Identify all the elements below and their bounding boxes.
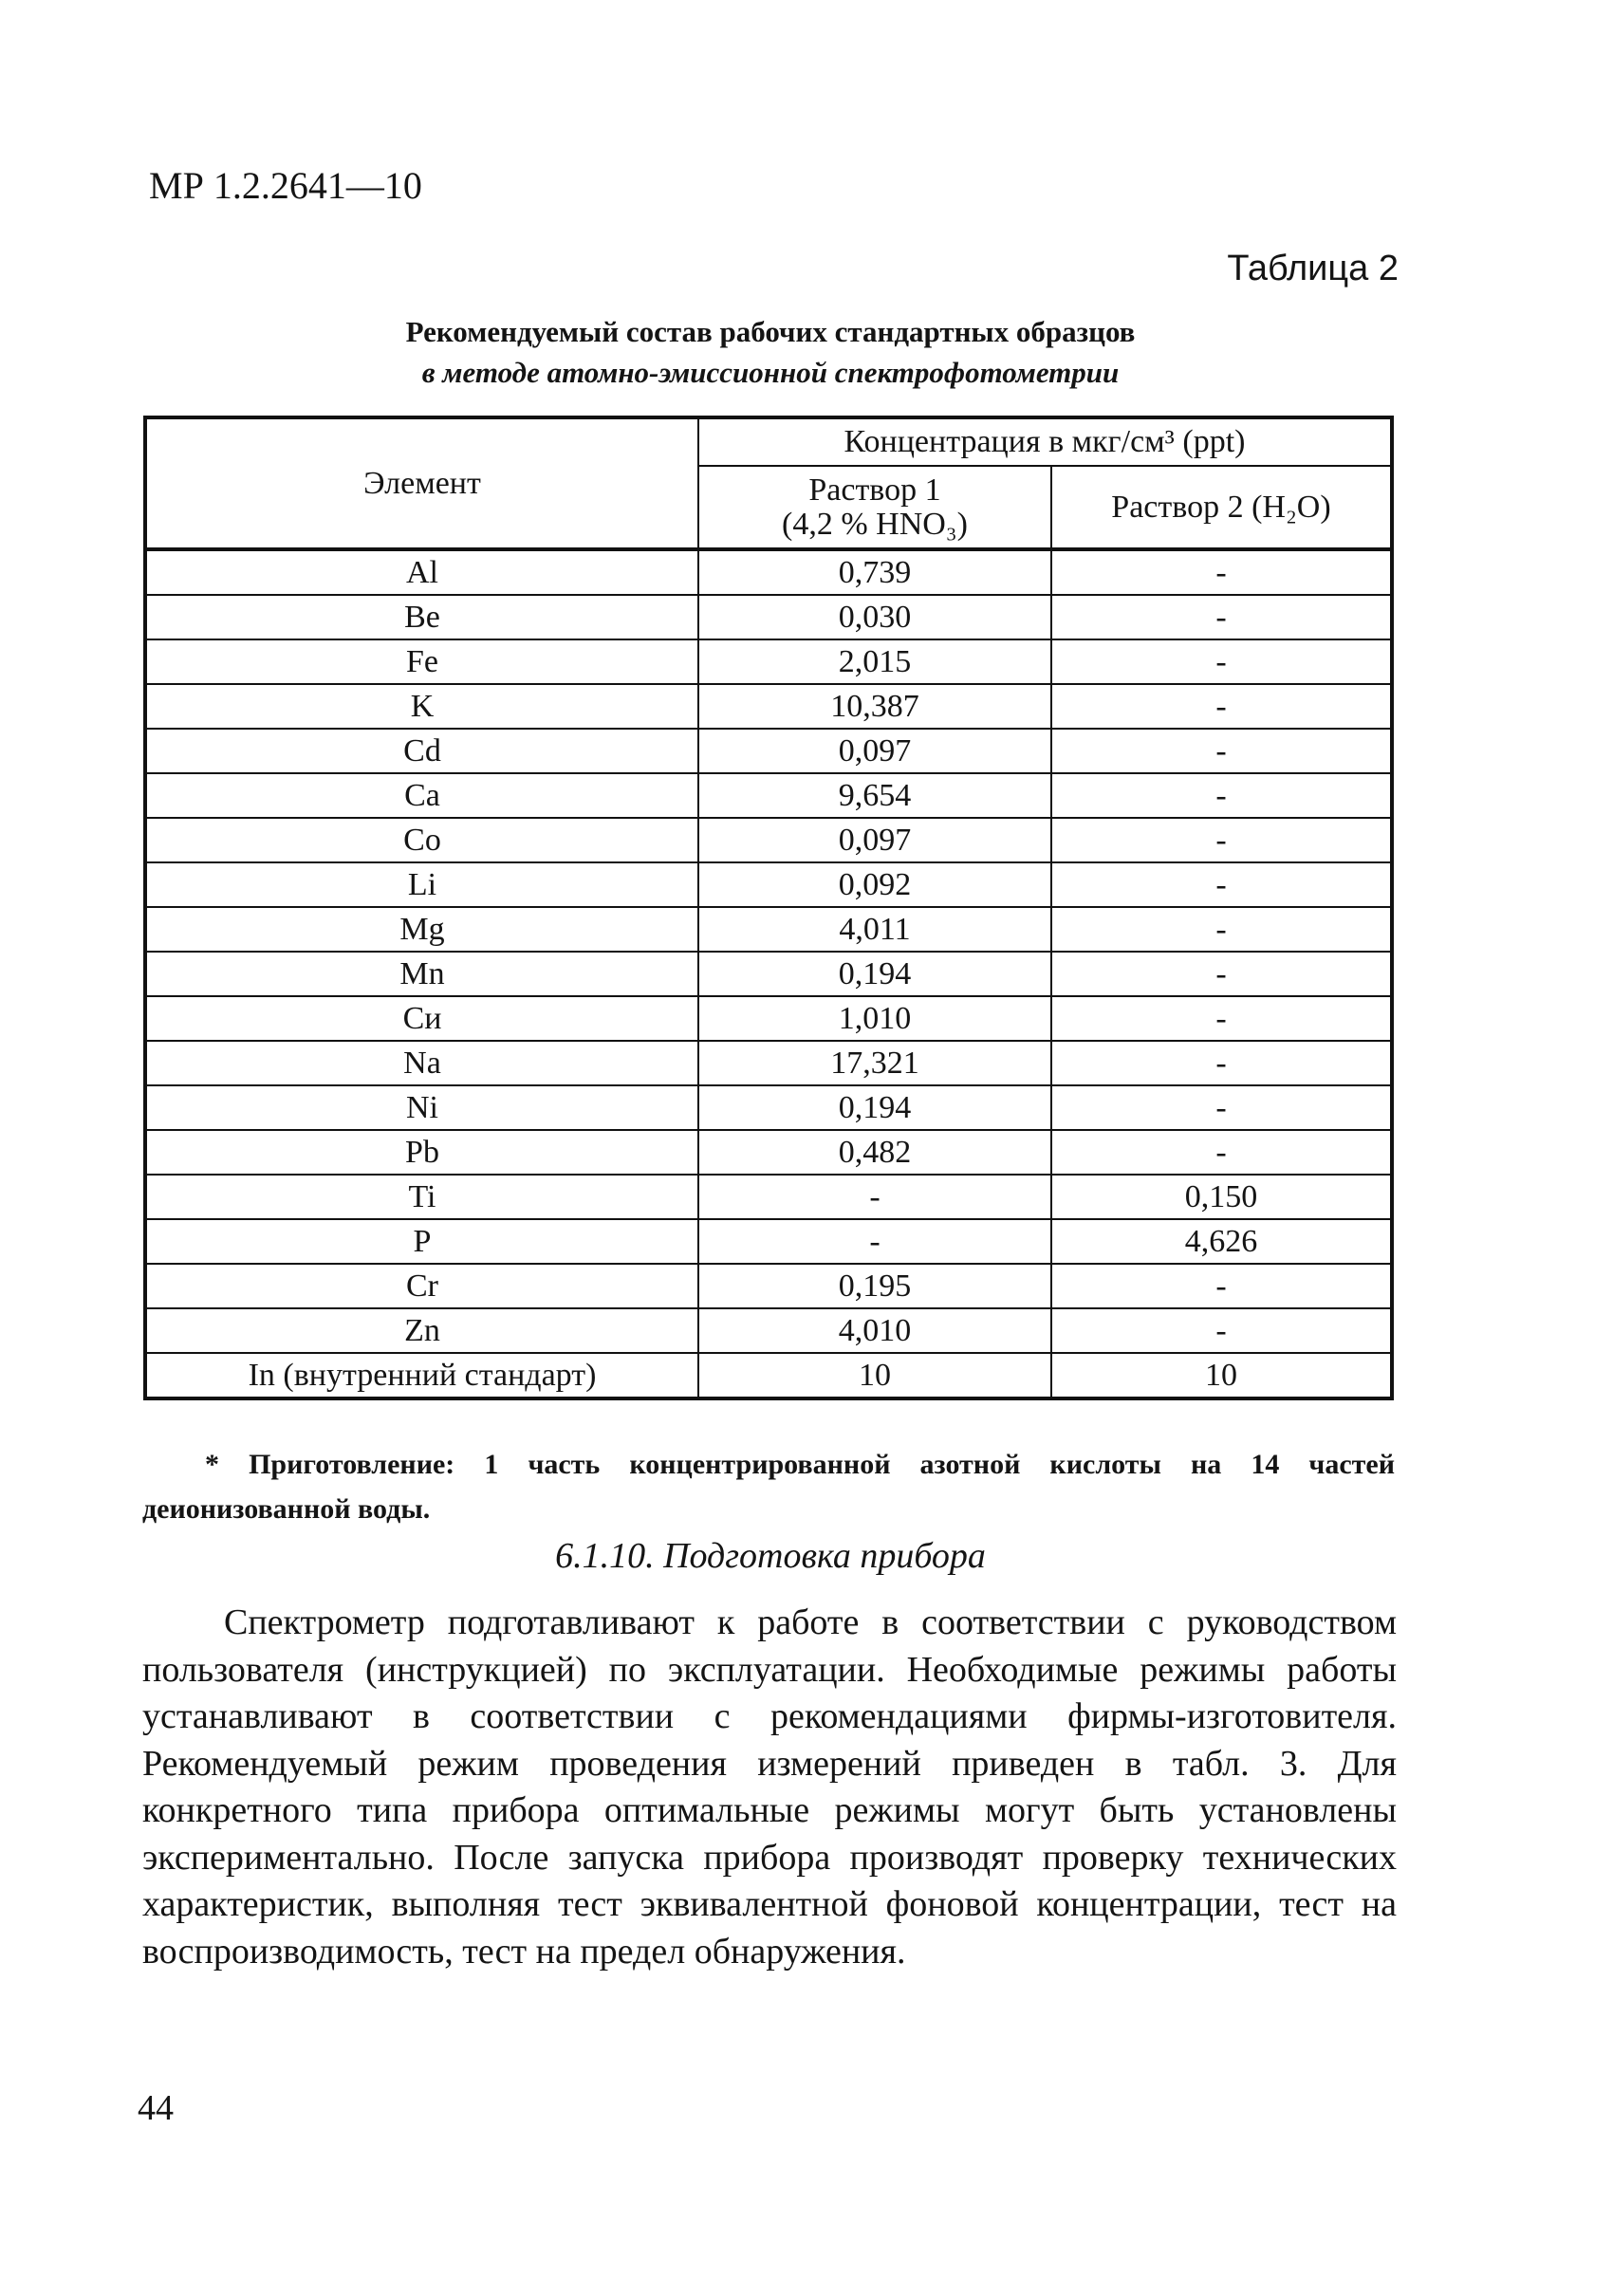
table-row: [145, 1085, 1392, 1130]
cell-solution-2: -: [1051, 639, 1392, 684]
cell-solution-1: 9,654: [698, 773, 1051, 818]
table-caption-line-1: Рекомендуемый состав рабочих стандартных образцов: [405, 315, 1136, 348]
table-row: [145, 818, 1392, 862]
cell-solution-1: 0,194: [698, 952, 1051, 996]
cell-element: Be: [145, 595, 698, 639]
table-row: [145, 595, 1392, 639]
cell-solution-2: -: [1051, 952, 1392, 996]
cell-element: Cr: [145, 1264, 698, 1308]
cell-element: Cd: [145, 729, 698, 773]
cell-element: Mg: [145, 907, 698, 952]
cell-solution-2: 4,626: [1051, 1219, 1392, 1264]
table-row: [145, 549, 1392, 595]
table-number-label: Таблица 2: [1227, 249, 1399, 288]
header-solution-1: [698, 466, 1051, 549]
cell-solution-1: 0,030: [698, 595, 1051, 639]
document-code: МР 1.2.2641—10: [149, 164, 422, 207]
cell-solution-1: 0,092: [698, 862, 1051, 907]
cell-element: Mn: [145, 952, 698, 996]
body-paragraph: Спектрометр подготавливают к работе в соответствии с руководством пользователя (инструкцией) по эксплуатации. Необходимые режимы работы устанавливают в соответствии с рекомендациями фирмы-изготовителя. Рекомендуемый режим проведения измерений приведен в табл. 3. Для конкретного типа прибора оптимальные режимы могут быть установлены экспериментально. После запуска прибора производят проверку технических характеристик, выполняя тест эквивалентной фоновой концентрации, тест на воспроизводимость, тест на предел обнаружения.: [142, 1602, 1397, 1972]
table-row: [145, 996, 1392, 1041]
cell-solution-2: -: [1051, 549, 1392, 595]
table-header-row: [145, 417, 1392, 466]
cell-solution-1: 1,010: [698, 996, 1051, 1041]
cell-solution-2: -: [1051, 862, 1392, 907]
cell-solution-1: -: [698, 1175, 1051, 1219]
cell-element: Pb: [145, 1130, 698, 1175]
page-number: 44: [138, 2088, 174, 2128]
concentration-table: [143, 416, 1394, 1400]
cell-element: K: [145, 684, 698, 729]
table-row: [145, 862, 1392, 907]
cell-solution-1: 17,321: [698, 1041, 1051, 1085]
cell-solution-1: -: [698, 1219, 1051, 1264]
cell-solution-2: -: [1051, 996, 1392, 1041]
cell-solution-2: -: [1051, 1085, 1392, 1130]
table-row: [145, 907, 1392, 952]
cell-solution-1: 0,739: [698, 549, 1051, 595]
table-row: [145, 1308, 1392, 1353]
cell-solution-2: -: [1051, 1264, 1392, 1308]
cell-element: In (внутренний стандарт): [145, 1353, 698, 1398]
table-row: [145, 729, 1392, 773]
table-body: [145, 549, 1392, 1398]
section-heading: 6.1.10. Подготовка прибора: [555, 1536, 986, 1576]
cell-solution-2: -: [1051, 907, 1392, 952]
table-row: [145, 1175, 1392, 1219]
header-solution-1-name: Раствор 1: [808, 472, 941, 508]
cell-solution-1: 4,010: [698, 1308, 1051, 1353]
cell-solution-1: 0,097: [698, 729, 1051, 773]
table-row: [145, 639, 1392, 684]
table-row: [145, 1353, 1392, 1398]
table-row: [145, 1041, 1392, 1085]
cell-element: Ca: [145, 773, 698, 818]
cell-solution-2: -: [1051, 1308, 1392, 1353]
cell-element: Al: [145, 549, 698, 595]
cell-solution-1: 10: [698, 1353, 1051, 1398]
cell-solution-1: 0,097: [698, 818, 1051, 862]
table-row: [145, 1264, 1392, 1308]
cell-element: P: [145, 1219, 698, 1264]
cell-solution-2: -: [1051, 729, 1392, 773]
cell-element: Си: [145, 996, 698, 1041]
cell-solution-2: 0,150: [1051, 1175, 1392, 1219]
table-footnote: * Приготовление: 1 часть концентрированной азотной кислоты на 14 частей деионизованной воды.: [142, 1449, 1395, 1525]
cell-solution-1: 2,015: [698, 639, 1051, 684]
cell-solution-2: -: [1051, 684, 1392, 729]
table-row: [145, 684, 1392, 729]
cell-solution-2: 10: [1051, 1353, 1392, 1398]
cell-solution-1: 0,482: [698, 1130, 1051, 1175]
cell-solution-1: 0,194: [698, 1085, 1051, 1130]
cell-solution-2: -: [1051, 1041, 1392, 1085]
cell-element: Ti: [145, 1175, 698, 1219]
cell-element: Na: [145, 1041, 698, 1085]
cell-element: Ni: [145, 1085, 698, 1130]
table-row: [145, 952, 1392, 996]
cell-element: Li: [145, 862, 698, 907]
table-row: [145, 1130, 1392, 1175]
cell-element: Fe: [145, 639, 698, 684]
cell-solution-2: -: [1051, 818, 1392, 862]
cell-element: Zn: [145, 1308, 698, 1353]
table-caption-line-2: в методе атомно-эмиссионной спектрофотометрии: [421, 356, 1120, 389]
table-row: [145, 773, 1392, 818]
table-row: [145, 1219, 1392, 1264]
cell-solution-1: 0,195: [698, 1264, 1051, 1308]
cell-solution-1: 4,011: [698, 907, 1051, 952]
cell-solution-2: -: [1051, 595, 1392, 639]
header-solution-2: Раствор 2 (H₂O): [1051, 466, 1392, 549]
cell-element: Co: [145, 818, 698, 862]
cell-solution-1: 10,387: [698, 684, 1051, 729]
cell-solution-2: -: [1051, 773, 1392, 818]
header-element: Элемент: [145, 417, 698, 549]
header-solution-1-acid: (4,2 % HNO₃): [782, 506, 968, 542]
header-concentration: Концентрация в мкг/см³ (ppt): [698, 417, 1392, 466]
cell-solution-2: -: [1051, 1130, 1392, 1175]
